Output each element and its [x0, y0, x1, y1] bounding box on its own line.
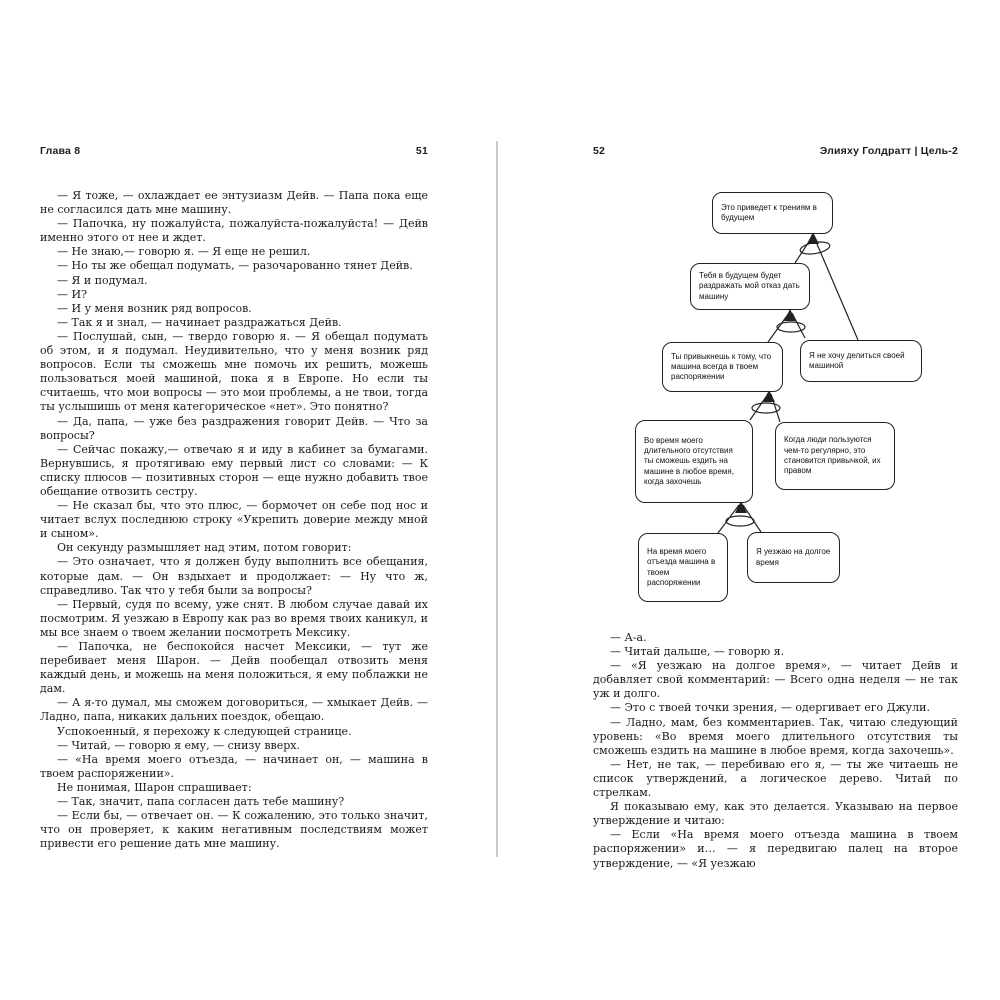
- paragraph: — Ладно, мам, без комментариев. Так, читаю следующий уровень: «Во время моего длительного отсутствия ты сможешь ездить на машине в любое время, когда захочешь».: [593, 715, 958, 757]
- paragraph: — А-а.: [610, 631, 647, 644]
- diagram-node-friction-future: Это приведет к трениям в будущем: [712, 192, 833, 234]
- diagram-node-drive-anytime: Во время моего длительного отсутствия ты сможешь ездить на машине в любое время, когда захочешь: [635, 420, 753, 503]
- paragraph: — Папочка, не беспокойся насчет Мексики, — тут же перебивает меня Шарон. — Дейв пообещал отвозить меня каждый день, и можешь на меня положиться, я ему поблажки не дам.: [40, 640, 428, 696]
- diagram-node-car-at-disposal: На время моего отъезда машина в твоем распоряжении: [638, 533, 728, 602]
- diagram-node-refusal-irritates: Тебя в будущем будет раздражать мой отказ дать машину: [690, 263, 810, 310]
- right-page-number: 52: [593, 145, 606, 157]
- left-page-number: 51: [415, 145, 428, 157]
- paragraph: — И?: [57, 287, 87, 301]
- right-page-text: [593, 631, 958, 871]
- paragraph: — Так я и знал, — начинает раздражаться Дейв.: [57, 315, 342, 329]
- paragraph: Успокоенный, я перехожу к следующей странице.: [57, 724, 352, 738]
- paragraph: — Читай дальше, — говорю я.: [610, 645, 785, 659]
- paragraph: — Если бы, — отвечает он. — К сожалению, это только значит, что он проверяет, к каким негативным последствиям может привести его решение дать мне машину.: [40, 809, 428, 851]
- paragraph: Не понимая, Шарон спрашивает:: [57, 780, 252, 794]
- paragraph: — Я и подумал.: [57, 273, 148, 287]
- paragraph: — Первый, судя по всему, уже снят. В любом случае давай их посмотрим. Я уезжаю в Европу как раз во время твоих каникул, и мы все знаем о твоем желании посмотреть Мексику.: [40, 597, 428, 639]
- paragraph: — И у меня возник ряд вопросов.: [57, 301, 252, 315]
- left-page-text: [40, 189, 428, 851]
- chapter-title: Глава 8: [40, 145, 81, 157]
- running-title: Элияху Голдратт | Цель-2: [819, 145, 958, 157]
- diagram-node-you-get-used: Ты привыкнешь к тому, что машина всегда в твоем распоряжении: [662, 342, 783, 392]
- diagram-node-habit-right: Когда люди пользуются чем-то регулярно, это становится привычкой, их правом: [775, 422, 895, 490]
- paragraph: — Так, значит, папа согласен дать тебе машину?: [57, 795, 345, 809]
- paragraph: — А я-то думал, мы сможем договориться, — хмыкает Дейв. — Ладно, папа, никаких дальних поездок, обещаю.: [40, 696, 428, 724]
- paragraph: — Не знаю,— говорю я. — Я еще не решил.: [57, 245, 311, 259]
- paragraph: Я показываю ему, как это делается. Указываю на первое утверждение и читаю:: [593, 800, 958, 828]
- paragraph: — Да, папа, — уже без раздражения говорит Дейв. — Что за вопросы?: [40, 414, 428, 442]
- page-gutter-divider: [496, 141, 498, 857]
- paragraph: — Нет, не так, — перебиваю его я, — ты же читаешь не список утверждений, а логическое дерево. Читай по стрелкам.: [593, 757, 958, 800]
- paragraph: — Это с твоей точки зрения, — одергивает его Джули.: [610, 701, 930, 715]
- diagram-node-leaving-long-time: Я уезжаю на долгое время: [747, 532, 840, 583]
- paragraph: — Читай, — говорю я ему, — снизу вверх.: [57, 738, 301, 752]
- paragraph: — Это означает, что я должен буду выполнить все обещания, которые дам. — Он вздыхает и продолжает: — Ну что ж, справедливо. Так что у тебя были за вопросы?: [40, 555, 428, 597]
- paragraph: — Папочка, ну пожалуйста, пожалуйста-пожалуйста! — Дейв именно этого от нее и ждет.: [40, 217, 428, 245]
- paragraph: — Не сказал бы, что это плюс, — бормочет он себе под нос и читает вслух последнюю строку «Укрепить доверие между мной и сыном».: [40, 499, 428, 541]
- left-page-header: [40, 145, 428, 157]
- paragraph: — Я тоже, — охлаждает ее энтузиазм Дейв. — Папа пока еще не согласился дать мне машину.: [40, 189, 428, 217]
- paragraph: — Если «На время моего отъезда машина в твоем распоряжении» и… — я передвигаю палец на второе утверждение, — «Я уезжаю: [593, 828, 958, 870]
- logic-tree-diagram: [593, 140, 958, 610]
- right-page: [593, 140, 958, 870]
- paragraph: — «Я уезжаю на долгое время», — читает Дейв и добавляет свой комментарий: — Всего одна неделя — не так уж и долго.: [593, 659, 958, 701]
- paragraph: — Сейчас покажу,— отвечаю я и иду в кабинет за бумагами. Вернувшись, я протягиваю ему первый лист со словами: — К списку плюсов — позитивных сторон — еще нужно добавить твое обещание отвозить сестру.: [40, 442, 428, 498]
- paragraph: — Но ты же обещал подумать, — разочарованно тянет Дейв.: [57, 259, 413, 273]
- paragraph: — «На время моего отъезда, — начинает он, — машина в твоем распоряжении».: [40, 752, 428, 780]
- paragraph: Он секунду размышляет над этим, потом говорит:: [57, 541, 352, 555]
- paragraph: — Послушай, сын, — твердо говорю я. — Я обещал подумать об этом, и я подумал. Неудивительно, что у меня возник ряд вопросов. Если ты сможешь мне помочь их решить, можешь пользоваться моей машиной, пока я в Европе. Но если ты считаешь, что мои вопросы — это мои проблемы, а не твои, тогда ты услышишь от меня категорическое «нет». Это понятно?: [40, 329, 428, 414]
- left-page: [40, 140, 428, 860]
- diagram-node-dont-want-share: Я не хочу делиться своей машиной: [800, 340, 922, 382]
